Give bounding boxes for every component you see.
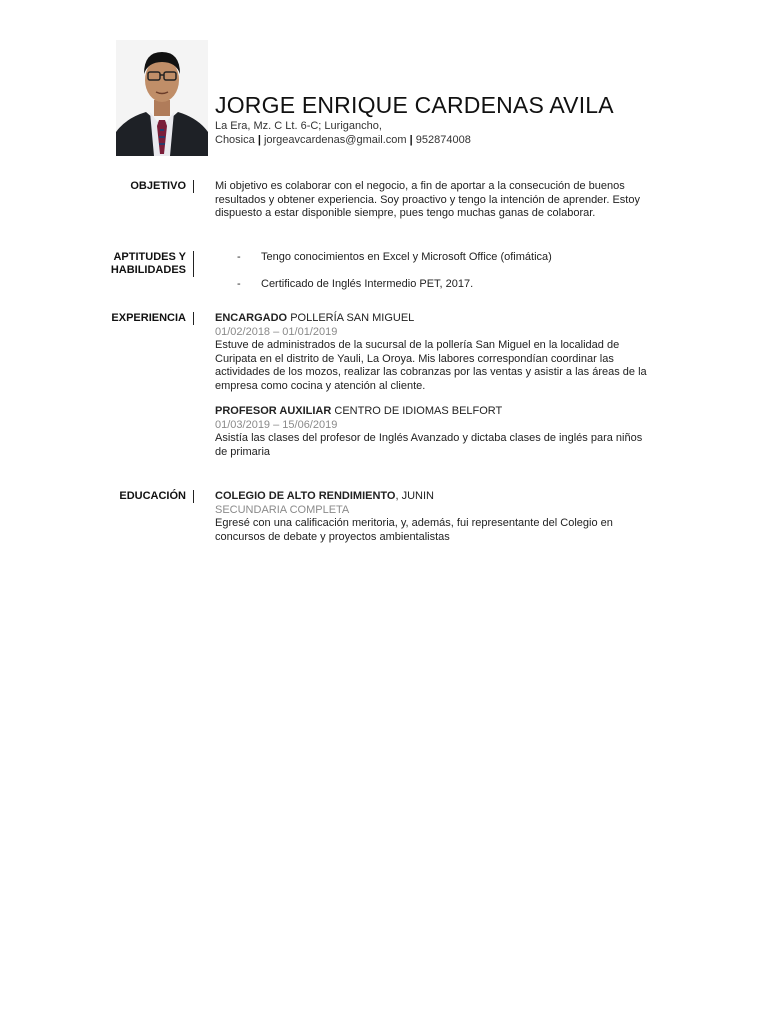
- separator: |: [257, 134, 261, 146]
- school-location: , JUNIN: [395, 490, 434, 502]
- section-label-text: OBJETIVO: [130, 180, 186, 192]
- list-item-text: Tengo conocimientos en Excel y Microsoft Office (ofimática): [261, 251, 552, 263]
- section-label-educacion: [119, 490, 194, 503]
- list-item-text: Certificado de Inglés Intermedio PET, 2017.: [261, 278, 474, 290]
- section-divider: [193, 180, 194, 193]
- objetivo-text: Mi objetivo es colaborar con el negocio, a fin de aportar a la consecución de buenos resultados y obtener experiencia. Soy proactivo y tengo la intención de aprender. Estoy dispuesto a estar disponible siempre, pues tengo muchas ganas de colaborar.: [215, 180, 640, 219]
- section-divider: [193, 312, 194, 325]
- education-description: Egresé con una calificación meritoria, y, además, fui representante del Colegio en concursos de debate y proyectos ambientalistas: [215, 517, 613, 543]
- phone-number: 952874008: [415, 134, 471, 146]
- education-heading: [215, 490, 655, 504]
- candidate-name: JORGE ENRIQUE CARDENAS AVILA: [215, 92, 614, 118]
- section-label-experiencia: [111, 312, 194, 325]
- list-item: [237, 251, 552, 263]
- section-label-text: HABILIDADES: [110, 264, 186, 276]
- section-label-text: EDUCACIÓN: [119, 490, 186, 502]
- address-line: La Era, Mz. C Lt. 6-C; Lurigancho,: [215, 120, 382, 132]
- section-label-objetivo: [130, 180, 194, 193]
- job-title: PROFESOR AUXILIAR: [215, 405, 332, 417]
- job-dates: 01/02/2018 – 01/01/2019: [215, 325, 338, 338]
- bullet: -: [237, 251, 241, 263]
- job-heading: [215, 312, 655, 326]
- city: Chosica: [215, 134, 255, 146]
- section-label-text: EXPERIENCIA: [111, 312, 186, 324]
- list-item: [237, 278, 473, 290]
- profile-photo: [116, 40, 208, 156]
- job-entry: [215, 405, 655, 459]
- bullet: -: [237, 278, 241, 290]
- job-description: Asistía las clases del profesor de Inglés Avanzado y dictaba clases de inglés para niños de primaria: [215, 432, 643, 458]
- section-label-text: APTITUDES Y: [113, 251, 186, 263]
- contact-line: [215, 133, 471, 147]
- email-link[interactable]: jorgeavcardenas@gmail.com: [263, 134, 407, 146]
- job-entry: [215, 312, 655, 393]
- job-title: ENCARGADO: [215, 312, 288, 324]
- job-company: CENTRO DE IDIOMAS BELFORT: [334, 405, 503, 417]
- job-dates: 01/03/2019 – 15/06/2019: [215, 418, 338, 431]
- separator: |: [409, 134, 413, 146]
- education-level: SECUNDARIA COMPLETA: [215, 503, 350, 516]
- school-name: COLEGIO DE ALTO RENDIMIENTO: [215, 490, 396, 502]
- section-divider: [193, 490, 194, 503]
- job-company: POLLERÍA SAN MIGUEL: [290, 312, 415, 324]
- job-heading: [215, 405, 655, 419]
- section-divider: [193, 251, 194, 277]
- contact-info: [215, 119, 471, 147]
- education-entry: [215, 490, 655, 544]
- person-silhouette-icon: [116, 40, 208, 156]
- section-label-aptitudes: [111, 251, 194, 277]
- job-description: Estuve de administrados de la sucursal de la pollería San Miguel en la localidad de Curipata en el distrito de Yauli, La Oroya. Mis labores correspondían coordinar las actividades de los mozos, realizar las cobranzas por las ventas y asistir a las áreas de la empresa como cocina y atención al cliente.: [215, 339, 647, 392]
